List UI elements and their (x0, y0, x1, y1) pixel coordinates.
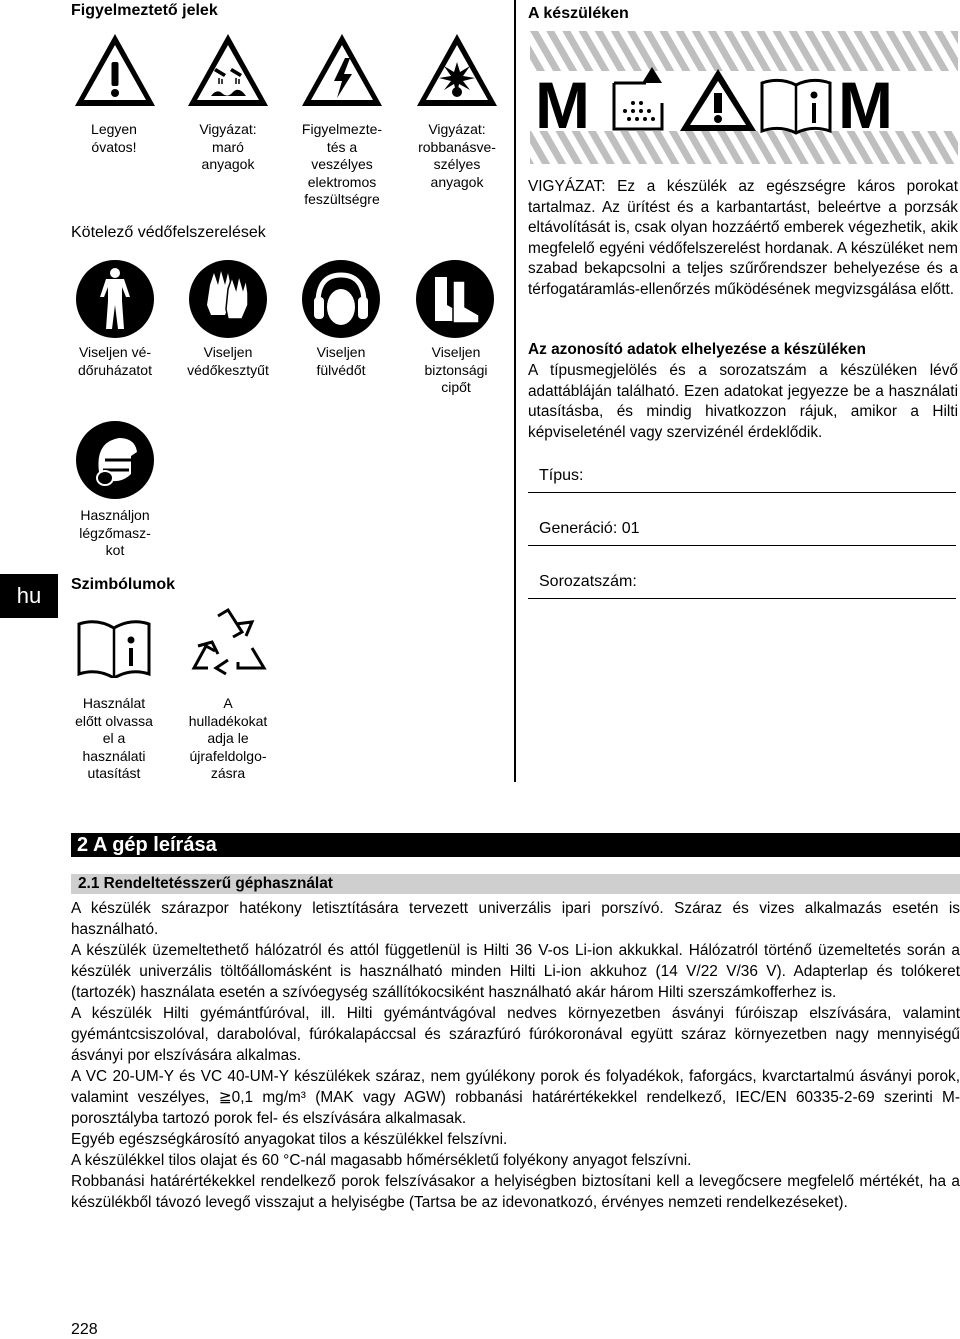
section-body (71, 898, 960, 1213)
protective-clothing-icon (75, 259, 155, 339)
label-manual-icon (762, 80, 830, 133)
general-warning-icon (73, 32, 157, 108)
warning-signs-title: Figyelmeztető jelek (71, 2, 218, 19)
symbol-caption-2: A hulladékokat adja le újrafeldolgo- zásra (188, 695, 268, 781)
language-tab: hu (0, 574, 58, 618)
paragraph-1: A készülék szárazpor hatékony letisztítására tervezett univerzális ipari porszívó. Száraz és vizes alkalmazás esetén is használható. (71, 900, 960, 938)
serial-number-field: Sorozatszám: (528, 573, 956, 599)
section-title: 2 A gép leírása (71, 833, 960, 857)
label-letter-m-left: M (535, 68, 590, 142)
warning-caption-2: Vigyázat: maró anyagok (199, 121, 257, 172)
device-warning-text: VIGYÁZAT: Ez a készülék az egészségre káros porokat tartalmaz. Az ürítést és a karbantartást, beleértve a porzsák eltávolítását is, csak olyan hozzáértő emberek végezhetik, akik megfelelő egyéni védőfelszerelést hordanak. A készüléket nem szabad bekapcsolni a teljes szűrőrendszer behelyezése és a térfogatáramlás-ellenőrzés működésének megvizsgálása előtt. (528, 178, 958, 298)
warning-caption-3: Figyelmezte- tés a veszélyes elektromos feszültségre (301, 121, 383, 207)
ppe-title: Kötelező védőfelszerelések (71, 224, 266, 241)
electric-warning-icon (300, 32, 384, 108)
respirator-icon (75, 420, 155, 500)
page-number: 228 (71, 1321, 98, 1338)
safety-boots-icon (415, 259, 495, 339)
paragraph-5: Egyéb egészségkárosító anyagokat tilos a készülékkel felszívni. (71, 1131, 508, 1148)
read-manual-icon (76, 618, 152, 678)
id-data-title: Az azonosító adatok elhelyezése a készüléken (528, 341, 866, 358)
id-data-text: A típusmegjelölés és a sorozatszám a készüléken lévő adattábláján található. Ezen adatokat jegyezze be a használati utasításba, és mindig hivatkozzon rájuk, amikor a Hilti képviseleténél vagy szervizénél érdeklődik. (528, 362, 958, 441)
paragraph-6: A készülékkel tilos olajat és 60 °C-nál magasabb hőmérsékletű folyékony anyagot felszívni. (71, 1152, 692, 1169)
symbol-caption-1: Használat előtt olvassa el a használati utasítást (75, 695, 153, 781)
ppe-caption-1: Viseljen vé- dőruházatot (78, 344, 152, 378)
protective-gloves-icon (188, 259, 268, 339)
device-title: A készüléken (528, 5, 629, 22)
column-divider (514, 0, 516, 782)
ppe-caption-3: Viseljen fülvédőt (316, 344, 366, 378)
ppe-caption-4: Viseljen biztonsági cipőt (424, 344, 488, 395)
paragraph-4: A VC 20-UM-Y és VC 40-UM-Y készülékek száraz, nem gyúlékony porok és folyadékok, faforgács, kvarctartalmú ásványi porok, valamint veszélyes, ≧0,1 mg/m³ (MAK vagy AGW) robbanási határértékekkel rendelkező, IEC/EN 60335-2-69 szerinti M-porosztályba tartozó porok fel- és elszívására alkalmasak. (71, 1068, 960, 1127)
corrosive-warning-icon (186, 32, 270, 108)
recycle-icon (188, 606, 270, 684)
subsection-title: 2.1 Rendeltetésszerű géphasználat (71, 874, 960, 894)
explosive-warning-icon (415, 32, 499, 108)
paragraph-2: A készülék üzemeltethető hálózatról és attól függetlenül is Hilti 36 V-os Li-ion akkukkal. Hálózatról történő üzemeltetés során a készülék univerzális töltőállomásként is használható minden Hilti Li-ion akkuhoz (14 V/22 V/36 V). Adapterlap és tolókeret (tartozék) használata esetén a szívóegység szállítókocsiként használható akár három Hilti szerszámkofferhez is. (71, 942, 960, 1001)
type-field: Típus: (528, 467, 956, 493)
generation-field: Generáció: 01 (528, 520, 956, 546)
paragraph-3: A készülék Hilti gyémántfúróval, ill. Hilti gyémántvágóval nedves környezetben ásványi fúróiszap elszívására, valamint gyémántcsiszolóval, darabolóval, fúrókalapáccsal és szárazfúró fúrókoronával együtt száraz környezetben nagy mennyiségű ásványi por elszívására alkalmas. (71, 1005, 960, 1064)
warning-caption-1: Legyen óvatos! (91, 121, 137, 155)
paragraph-7: Robbanási határértékekkel rendelkező porok felszívásakor a helyiségben biztosítani kell a levegőcsere megfelelő mértékét, ha a készülékből távozó levegő visszajut a helyiségbe (Tartsa be az idevonatkozó, érvényes nemzeti rendelkezéseket). (71, 1173, 960, 1211)
device-warning-label (530, 31, 958, 164)
ppe-caption-2: Viseljen védőkesztyűt (187, 344, 269, 378)
symbols-title: Szimbólumok (71, 576, 176, 593)
label-letter-m-right: M (838, 68, 893, 142)
ear-protection-icon (301, 259, 381, 339)
ppe-caption-5: Használjon légzőmasz- kot (79, 507, 151, 558)
warning-caption-4: Vigyázat: robbanásve- szélyes anyagok (418, 121, 496, 190)
